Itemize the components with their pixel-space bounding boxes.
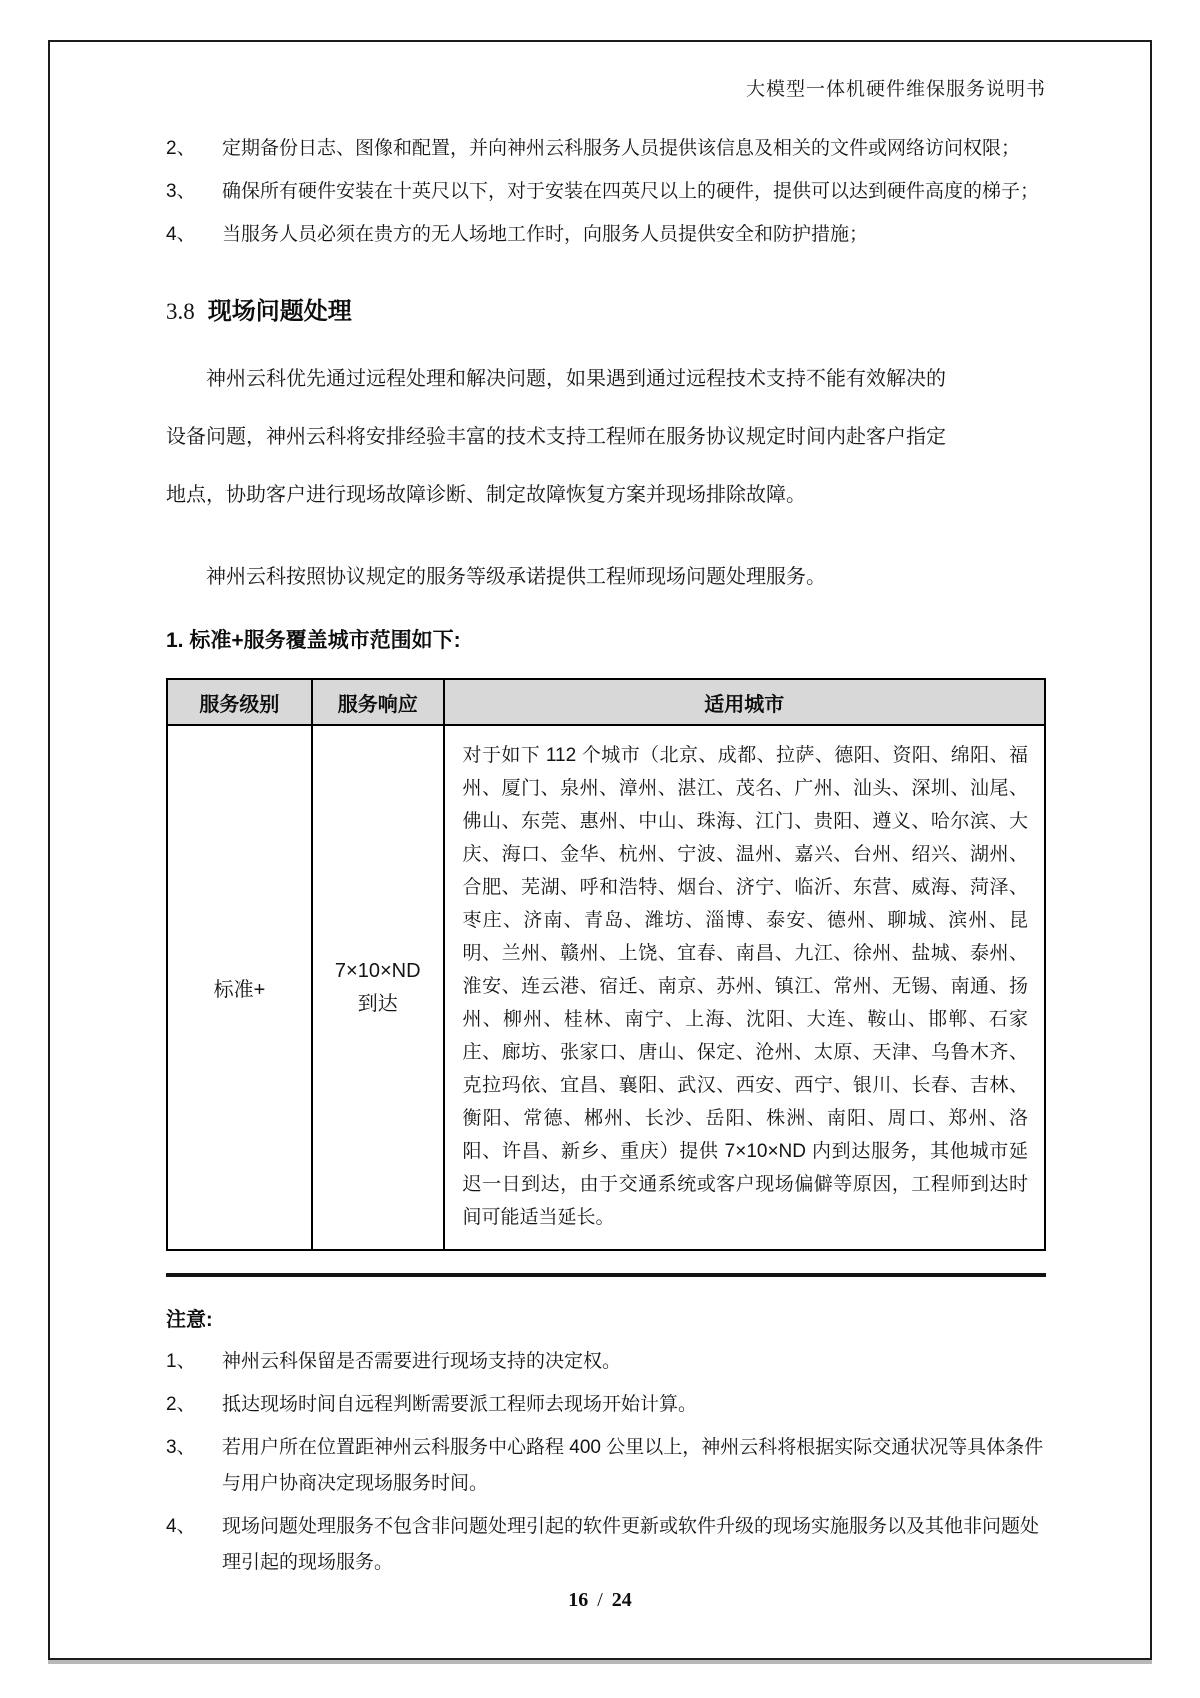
service-response-line1: 7×10×ND <box>334 959 421 982</box>
page-number-current: 16 <box>568 1589 589 1611</box>
table-header-cities: 适用城市 <box>444 679 1045 725</box>
table-row <box>167 725 1045 1250</box>
item-text: 现场问题处理服务不包含非问题处理引起的软件更新或软件升级的现场实施服务以及其他非问题处理引起的现场服务。 <box>222 1516 1040 1573</box>
cell-service-level: 标准+ <box>167 725 312 1250</box>
item-number: 2、 <box>166 138 196 159</box>
cell-service-response <box>312 725 444 1250</box>
notes-divider <box>166 1273 1046 1277</box>
section-number: 3.8 <box>166 299 195 324</box>
table-header-service-response: 服务响应 <box>312 679 444 725</box>
list-item <box>166 137 1046 161</box>
item-number: 3、 <box>166 181 196 202</box>
section-heading <box>166 291 1046 326</box>
coverage-heading: 1. 标准+服务覆盖城市范围如下: <box>166 629 461 652</box>
item-text: 神州云科保留是否需要进行现场支持的决定权。 <box>222 1351 622 1372</box>
item-text: 抵达现场时间自远程判断需要派工程师去现场开始计算。 <box>222 1394 698 1415</box>
note-item <box>166 1387 1046 1423</box>
item-text: 定期备份日志、图像和配置，并向神州云科服务人员提供该信息及相关的文件或网络访问权限； <box>222 138 1021 159</box>
item-number: 2、 <box>166 1394 196 1415</box>
note-item <box>166 1430 1046 1502</box>
list-item <box>166 223 1046 247</box>
item-text: 若用户所在位置距神州云科服务中心路程 400 公里以上，神州云科将根据实际交通状况等具体条件与用户协商决定现场服务时间。 <box>222 1437 1044 1494</box>
paragraph: 神州云科优先通过远程处理和解决问题，如果遇到通过远程技术支持不能有效解决的设备问题，神州云科将安排经验丰富的技术支持工程师在服务协议规定时间内赴客户指定地点，协助客户进行现场故障诊断、制定故障恢复方案并现场排除故障。 <box>166 368 946 506</box>
header-title: 大模型一体机硬件维保服务说明书 <box>745 79 1046 100</box>
page-content <box>50 42 1150 1658</box>
table-header-service-level: 服务级别 <box>167 679 312 725</box>
notes-label: 注意: <box>166 1309 213 1331</box>
page-frame <box>48 40 1152 1660</box>
list-item <box>166 180 1046 204</box>
item-text: 确保所有硬件安装在十英尺以下，对于安装在四英尺以上的硬件，提供可以达到硬件高度的梯子； <box>222 181 1040 202</box>
paragraph: 神州云科按照协议规定的服务等级承诺提供工程师现场问题处理服务。 <box>206 566 826 588</box>
section-title: 现场问题处理 <box>207 298 352 325</box>
page-number-separator: / <box>597 1589 603 1611</box>
note-item <box>166 1509 1046 1581</box>
item-number: 3、 <box>166 1437 196 1458</box>
table-header-row <box>167 679 1045 725</box>
page-footer <box>50 1589 1150 1612</box>
coverage-table <box>166 678 1046 1251</box>
note-item <box>166 1344 1046 1380</box>
item-text: 当服务人员必须在贵方的无人场地工作时，向服务人员提供安全和防护措施； <box>222 224 869 245</box>
cell-cities: 对于如下 112 个城市（北京、成都、拉萨、德阳、资阳、绵阳、福州、厦门、泉州、漳州、湛江、茂名、广州、汕头、深圳、汕尾、佛山、东莞、惠州、中山、珠海、江门、贵阳、遵义、哈尔滨、大庆、海口、金华、杭州、宁波、温州、嘉兴、台州、绍兴、湖州、合肥、芜湖、呼和浩特、烟台、济宁、临沂、东营、威海、菏泽、枣庄、济南、青岛、潍坊、淄博、泰安、德州、聊城、滨州、昆明、兰州、赣州、上饶、宜春、南昌、九江、徐州、盐城、泰州、淮安、连云港、宿迁、南京、苏州、镇江、常州、无锡、南通、扬州、柳州、桂林、南宁、上海、沈阳、大连、鞍山、邯郸、石家庄、廊坊、张家口、唐山、保定、沧州、太原、天津、乌鲁木齐、克拉玛依、宜昌、襄阳、武汉、西安、西宁、银川、长春、吉林、衡阳、常德、郴州、长沙、岳阳、株洲、南阳、周口、郑州、洛阳、许昌、新乡、重庆）提供 7×10×ND 内到达服务，其他城市延迟一日到达，由于交通系统或客户现场偏僻等原因，工程师到达时间可能适当延长。 <box>444 725 1045 1250</box>
item-number: 4、 <box>166 224 196 245</box>
service-response-line2: 到达 <box>357 992 398 1015</box>
intro-list <box>166 137 1046 247</box>
item-number: 1、 <box>166 1351 196 1372</box>
item-number: 4、 <box>166 1516 196 1537</box>
notes-list <box>166 1344 1046 1581</box>
page-number-total: 24 <box>611 1589 632 1611</box>
